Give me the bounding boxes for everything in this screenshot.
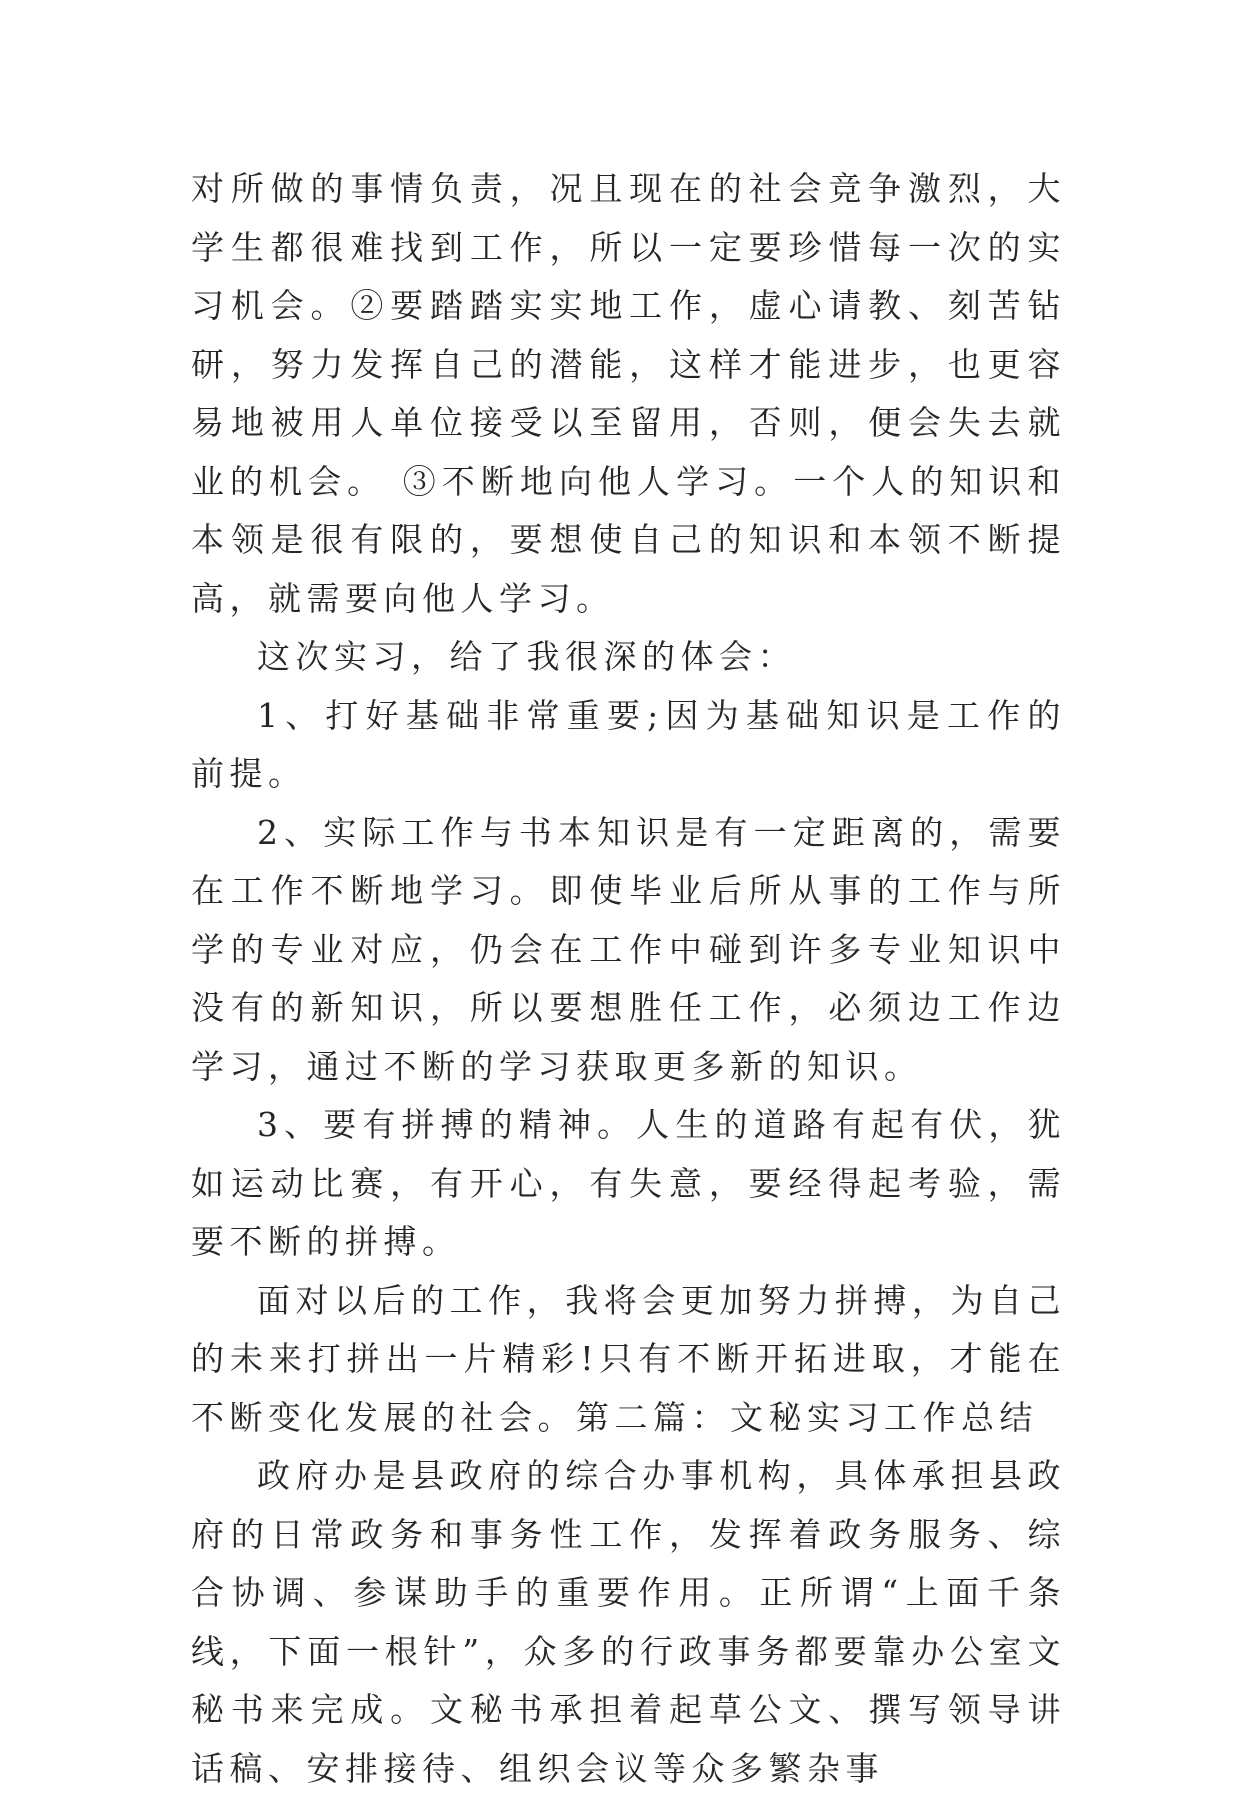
paragraph-experience-intro: 这次实习，给了我很深的体会： — [257, 637, 796, 676]
paragraph-conclusion: 面对以后的工作，我将会更加努力拼搏，为自己的未来打拼出一片精彩!只有不断开拓进取，才能在不断变化发展的社会。第二篇：文秘实习工作总结 — [191, 1280, 1066, 1437]
paragraph-point-2: 2、实际工作与书本知识是有一定距离的，需要在工作不断地学习。即使毕业后所从事的工作与所学的专业对应，仍会在工作中碰到许多专业知识中没有的新知识，所以要想胜任工作，必须边工作边学习，通过不断的学习获取更多新的知识。 — [191, 812, 1066, 1086]
paragraph-point-1: 1、打好基础非常重要;因为基础知识是工作的前提。 — [191, 695, 1066, 793]
paragraph-point-3: 3、要有拼搏的精神。人生的道路有起有伏，犹如运动比赛，有开心，有失意，要经得起考验，需要不断的拼搏。 — [191, 1105, 1066, 1261]
document-body — [191, 160, 1066, 1798]
paragraph-government-office: 政府办是县政府的综合办事机构，具体承担县政府的日常政务和事务性工作，发挥着政务服务、综合协调、参谋助手的重要作用。正所谓“上面千条线，下面一根针”，众多的行政事务都要靠办公室文秘书来完成。文秘书承担着起草公文、撰写领导讲话稿、安排接待、组织会议等众多繁杂事 — [191, 1456, 1066, 1788]
paragraph-continuation: 对所做的事情负责，况且现在的社会竞争激烈，大学生都很难找到工作，所以一定要珍惜每一次的实习机会。②要踏踏实实地工作，虚心请教、刻苦钻研，努力发挥自己的潜能，这样才能进步，也更容易地被用人单位接受以至留用，否则，便会失去就业的机会。 ③不断地向他人学习。一个人的知识和本领是很有限的，要想使自己的知识和本领不断提高，就需要向他人学习。 — [191, 169, 1066, 618]
